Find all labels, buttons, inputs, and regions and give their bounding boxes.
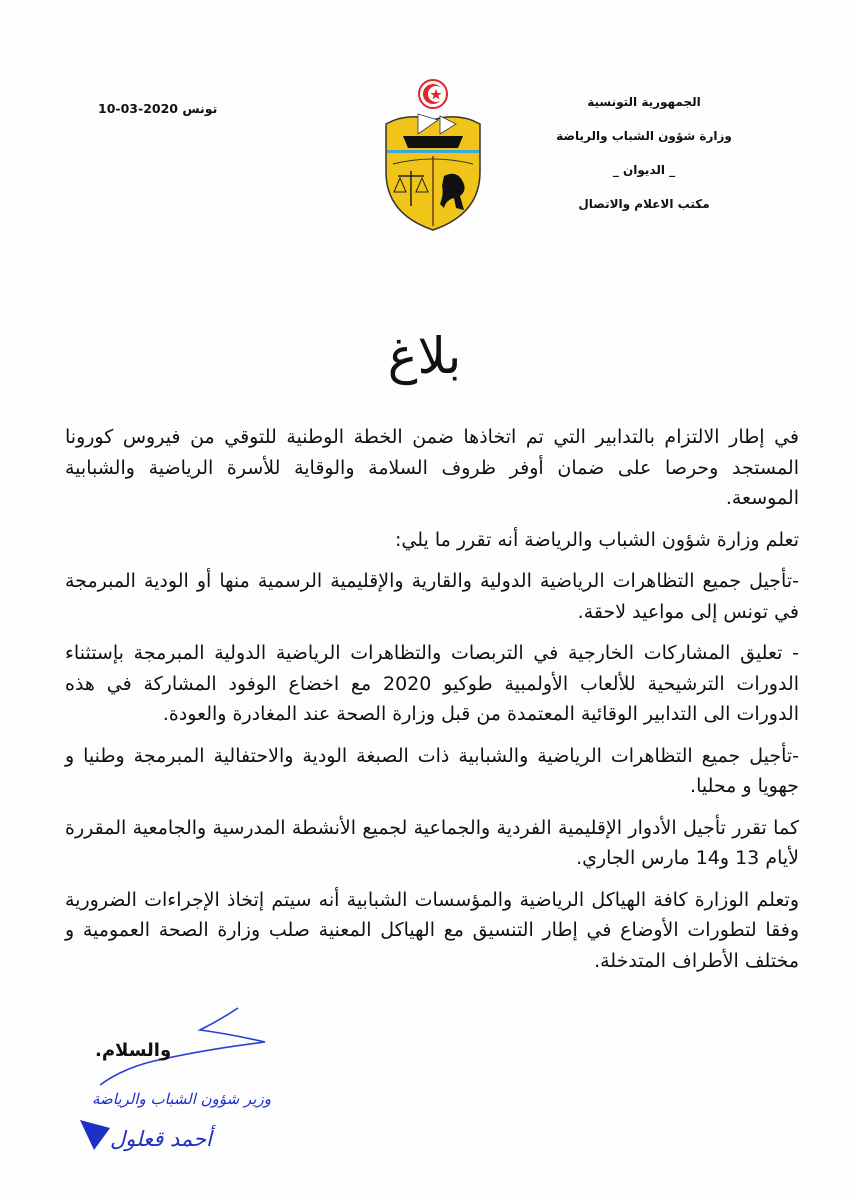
- cabinet-label: _ الديوان _: [612, 163, 676, 177]
- place-date: تونس 2020-03-10: [98, 101, 218, 116]
- decision-item: -تأجيل جميع التظاهرات الرياضية والشبابية ذات الصبغة الودية والاحتفالية المبرمجة وطنيا و جهويا و محليا.: [65, 744, 799, 797]
- ministry-name: وزارة شؤون الشباب والرياضة: [556, 129, 732, 143]
- decision-paragraph: كما تقرر تأجيل الأدوار الإقليمية الفردية والجماعية لجميع الأنشطة المدرسية والجامعية المقررة لأيام 13 و14 مارس الجاري.: [65, 816, 799, 869]
- office-name: مكتب الاعلام والاتصال: [578, 197, 710, 211]
- coat-of-arms-icon: [378, 76, 488, 234]
- decision-item: - تعليق المشاركات الخارجية في التربصات والتظاهرات الرياضية الدولية المبرمجة بإستثناء الدورات الترشيحية للألعاب الأولمبية طوكيو 2020 مع اخضاع الوفود المشاركة في هذه الدورات الى التدابير الوقائية المعتمدة من قبل وزارة الصحة عند المغادرة والعودة.: [65, 642, 799, 725]
- communique-body: [65, 422, 799, 987]
- signatory-name: أحمد قعلول: [110, 1127, 212, 1151]
- letterhead: [534, 96, 754, 210]
- signatory-title: وزير شؤون الشباب والرياضة: [92, 1090, 271, 1108]
- document-title: بلاغ: [387, 327, 462, 385]
- closing-salutation: والسلام.: [95, 1040, 172, 1061]
- republic-name: الجمهورية التونسية: [587, 95, 701, 109]
- closing-paragraph: وتعلم الوزارة كافة الهياكل الرياضية والمؤسسات الشبابية أنه سيتم إتخاذ الإجراءات الضرورية وفقا لتطورات الأوضاع في إطار التنسيق مع الهياكل المعنية صلب وزارة الصحة العمومية و مختلف الأطراف المتدخلة.: [65, 888, 799, 972]
- intro-paragraph: في إطار الالتزام بالتدابير التي تم اتخاذها ضمن الخطة الوطنية للتوقي من فيروس كورونا المستجد وحرصا على ضمان أوفر ظروف السلامة والوقاية للأسرة الرياضية والشبابية الموسعة.: [65, 426, 799, 509]
- decision-item: -تأجيل جميع التظاهرات الرياضية الدولية والقارية والإقليمية الرسمية منها أو الودية المبرمجة في تونس إلى مواعيد لاحقة.: [65, 570, 799, 623]
- announcement-paragraph: تعلم وزارة شؤون الشباب والرياضة أنه تقرر ما يلي:: [395, 528, 799, 551]
